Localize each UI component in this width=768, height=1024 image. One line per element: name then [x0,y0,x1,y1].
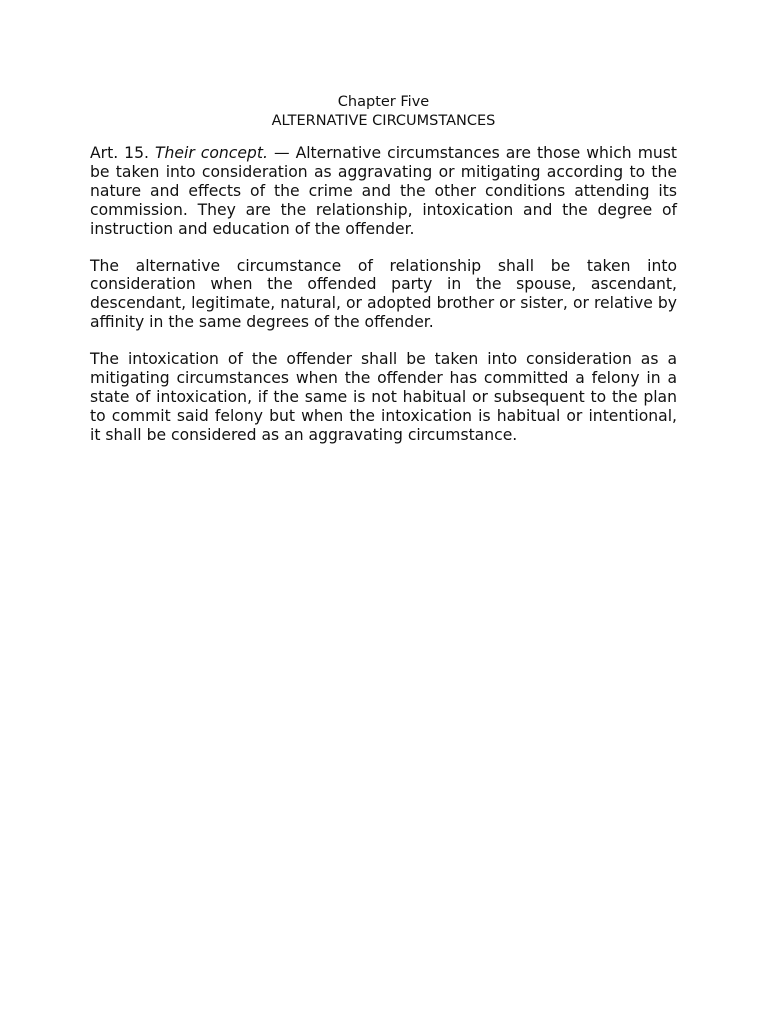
article-15-paragraph [90,144,677,239]
article-heading: Their concept. [155,144,268,162]
chapter-heading [90,93,677,130]
intoxication-paragraph: The intoxication of the offender shall be taken into consideration as a mitigating circumstances when the offender has committed a felony in a state of intoxication, if the same is not habitual or subsequent to the plan to commit said felony but when the intoxication is habitual or intentional, it shall be considered as an aggravating circumstance. [90,350,677,444]
article-text: Alternative circumstances are those which must be taken into consideration as aggravating or mitigating according to the nature and effects of the crime and the other conditions attending its commission. They are the relationship, intoxication and the degree of instruction and education of the offender. [90,144,678,238]
relationship-paragraph: The alternative circumstance of relationship shall be taken into consideration when the offended party in the spouse, ascendant, descendant, legitimate, natural, or adopted brother or sister, or relative by affinity in the same degrees of the offender. [90,256,677,332]
article-number: Art. 15. [90,144,149,162]
article-dash: — [273,144,290,162]
article-section [90,144,677,445]
chapter-number: Chapter Five [337,94,430,110]
document-page [90,93,677,463]
chapter-title: ALTERNATIVE CIRCUMSTANCES [271,112,496,129]
